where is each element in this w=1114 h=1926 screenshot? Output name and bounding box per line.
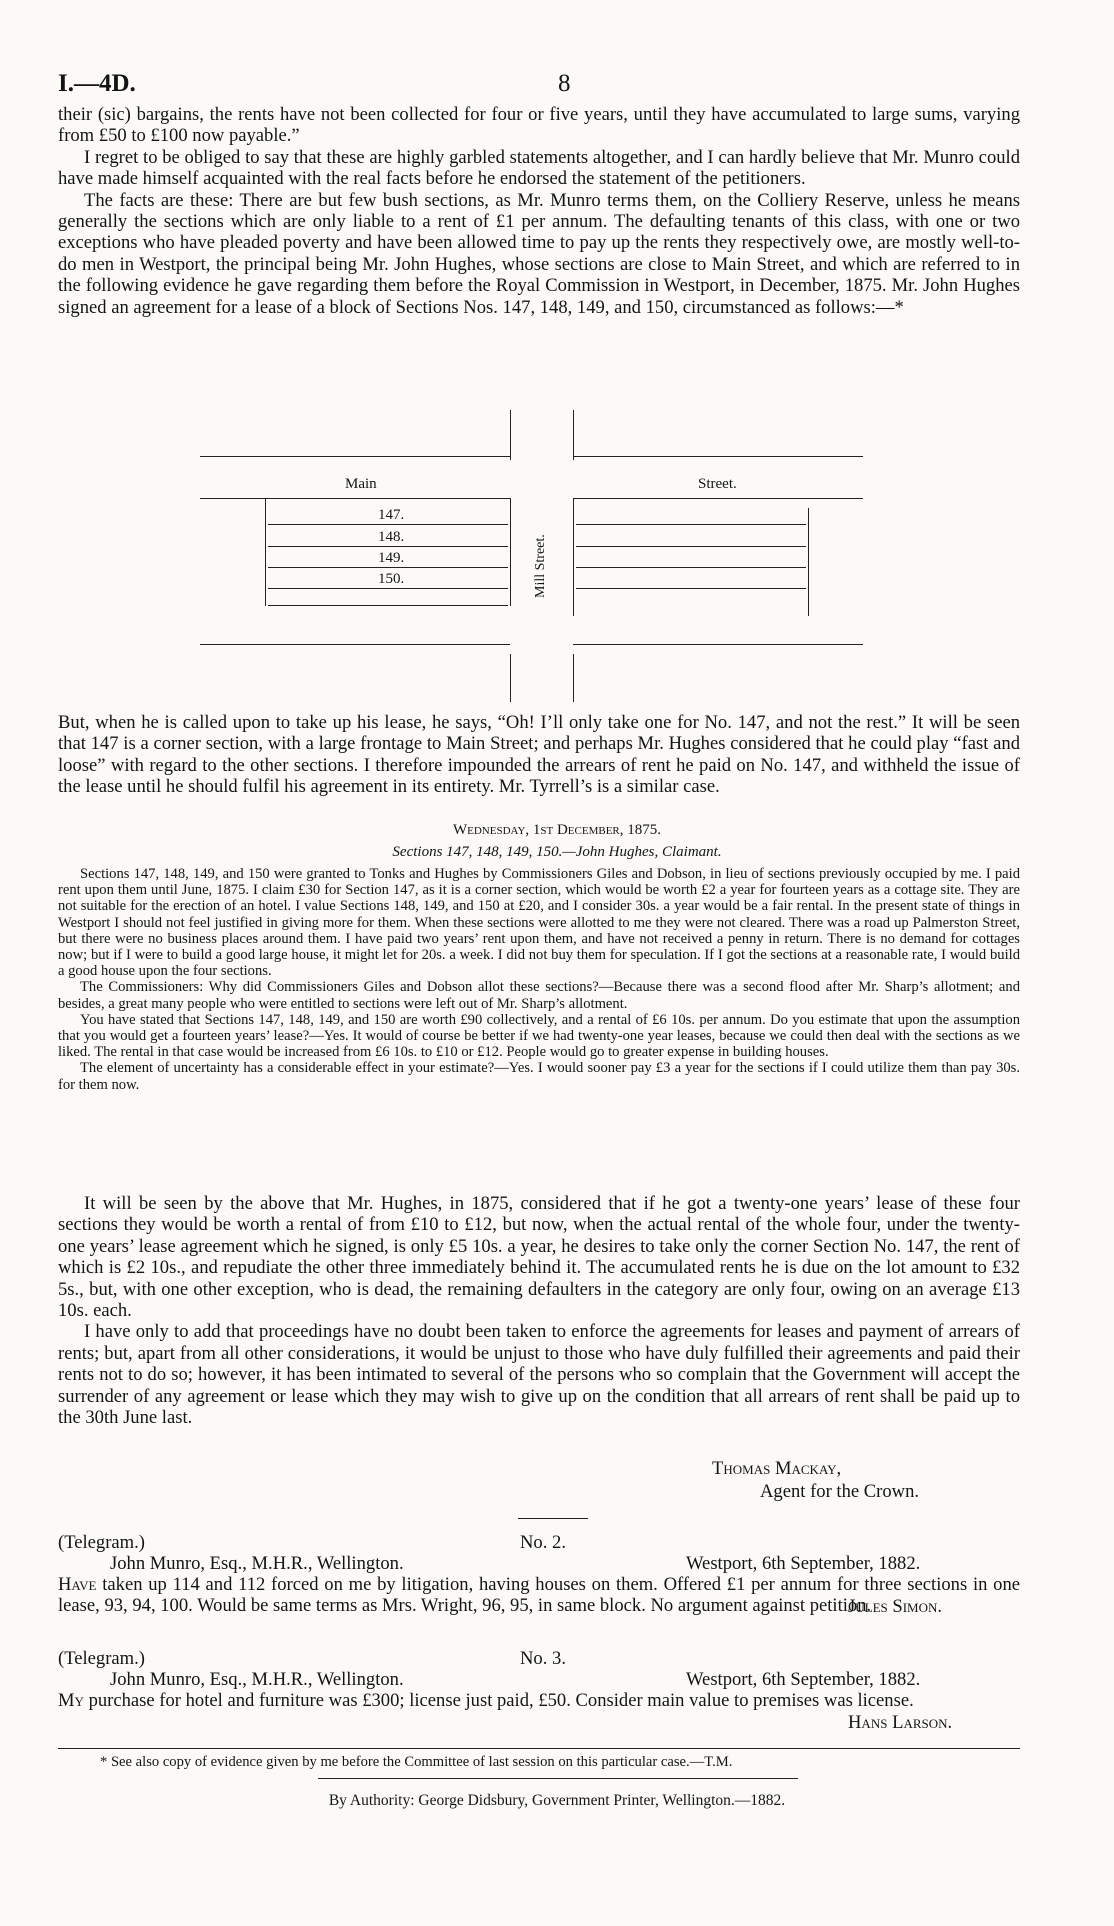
evidence-text xyxy=(58,866,1020,1093)
telegram-2 xyxy=(58,1532,1020,1617)
page-number: 8 xyxy=(558,70,571,97)
body-text-top xyxy=(58,104,1020,318)
telegram-recipient: John Munro, Esq., M.H.R., Wellington. xyxy=(110,1669,404,1690)
evidence-date: Wednesday, 1st December, 1875. xyxy=(452,822,662,838)
paragraph: I have only to add that proceedings have no doubt been taken to enforce the agreements for leases and payment of arrears of rents; but, apart from all other considerations, it would be unjust to those who have duly fulfilled their agreements and paid their rents not to do so; however, it has been intimated to several of the persons who so complain that the Government will accept the surrender of any agreement or lease which they may wish to give up on the condition that all arrears of rent shall be paid up to the 30th June last. xyxy=(58,1321,1020,1429)
telegram-recipient: John Munro, Esq., M.H.R., Wellington. xyxy=(110,1553,404,1574)
page-header xyxy=(58,70,1056,104)
paragraph: The element of uncertainty has a considerable effect in your estimate?—Yes. I would sooner pay £3 a year for the sections if I could utilize them than pay 30s. for them now. xyxy=(58,1060,1020,1093)
footnote: * See also copy of evidence given by me before the Committee of last session on this particular case.—T.M. xyxy=(100,1754,733,1770)
main-street-label-right: Street. xyxy=(698,476,737,492)
paragraph: I regret to be obliged to say that these are highly garbled statements altogether, and I can hardly believe that Mr. Munro could have made himself acquainted with the real facts before he endorsed the statement of the petitioners. xyxy=(58,146,1020,190)
paragraph: But, when he is called upon to take up his lease, he says, “Oh! I’ll only take one for No. 147, and not the rest.” It will be seen that 147 is a corner section, with a large frontage to Main Street; and perhaps Mr. Hughes considered that he could play “fast and loose” with regard to the other sections. I therefore impounded the arrears of rent he paid on No. 147, and withheld the issue of the lease until he should fulfil his agreement in its entirety. Mr. Tyrrell’s is a similar case. xyxy=(58,712,1020,798)
telegram-label: (Telegram.) xyxy=(58,1532,145,1553)
telegram-place-date: Westport, 6th September, 1882. xyxy=(686,1669,921,1690)
telegram-body: taken up 114 and 112 forced on me by litigation, having houses on them. Offered £1 per annum for three sections in one lease, 93, 94, 100. Would be same terms as Mrs. Wright, 96, 95, in same block. No argument against petition. xyxy=(58,1574,1020,1617)
telegram-body: purchase for hotel and furniture was £300; license just paid, £50. Consider main value to premises was license. xyxy=(88,1690,914,1711)
section-divider xyxy=(518,1518,588,1519)
body-text-middle xyxy=(58,712,1020,798)
section-147: 147. xyxy=(378,507,405,523)
telegram-label: (Telegram.) xyxy=(58,1648,145,1669)
body-text-bottom xyxy=(58,1193,1020,1428)
telegram-number: No. 2. xyxy=(520,1532,566,1553)
main-street-label-left: Main xyxy=(345,476,377,492)
footnote-rule xyxy=(58,1748,1020,1749)
telegram-lead-word: Have xyxy=(58,1574,97,1595)
paragraph: It will be seen by the above that Mr. Hughes, in 1875, considered that if he got a twenty-one years’ lease of these four sections they would be worth a rental of from £10 to £12, but now, when the actual rental of the whole four, under the twenty-one years’ lease agreement which he signed, is only £5 10s. a year, he desires to take only the corner Section No. 147, the rent of which is £2 10s., and repudiate the other three immediately behind it. The accumulated rents he is due on the lot amount to £32 5s., but, with one other exception, who is dead, the remaining defaulters in the category are only four, owing on an average £13 10s. each. xyxy=(58,1193,1020,1322)
paragraph: The facts are these: There are but few bush sections, as Mr. Munro terms them, on the Colliery Reserve, unless he means generally the sections which are only liable to a rent of £1 per annum. The defaulting tenants of this class, with one or two exceptions who have pleaded poverty and have been allowed time to pay up the rents they respectively owe, are mostly well-to-do men in Westport, the principal being Mr. John Hughes, whose sections are close to Main Street, and which are referred to in the following evidence he gave regarding them before the Royal Commission in Westport, in December, 1875. Mr. John Hughes signed an agreement for a lease of a block of Sections Nos. 147, 148, 149, and 150, circumstanced as follows:—* xyxy=(58,189,1020,318)
document-reference: I.—4D. xyxy=(58,70,136,97)
telegram-3 xyxy=(58,1648,1020,1733)
section-150: 150. xyxy=(378,571,405,587)
imprint: By Authority: George Didsbury, Government Printer, Wellington.—1882. xyxy=(328,1792,786,1809)
sections-diagram xyxy=(0,410,1114,710)
mill-street-label: Mill Street. xyxy=(533,534,548,598)
paragraph: their (sic) bargains, the rents have not been collected for four or five years, until they have accumulated to large sums, varying from £50 to £100 now payable.” xyxy=(58,104,1020,147)
telegram-lead-word: My xyxy=(58,1690,84,1711)
signature-title: Agent for the Crown. xyxy=(760,1481,920,1502)
section-149: 149. xyxy=(378,550,405,566)
paragraph: You have stated that Sections 147, 148, 149, and 150 are worth £90 collectively, and a rental of £6 10s. per annum. Do you estimate that upon the assumption that you would get a fourteen years’ lease?—Yes. It would of course be better if we had twenty-one year leases, because we could then deal with the sections as we liked. The rental in that case would be increased from £6 10s. to £10 or £12. People would go to greater expense in building houses. xyxy=(58,1011,1020,1061)
signature-name: Thomas Mackay, xyxy=(712,1458,842,1479)
imprint-rule xyxy=(318,1778,798,1779)
section-148: 148. xyxy=(378,529,405,545)
telegram-sender: Jules Simon. xyxy=(848,1596,943,1617)
telegram-sender: Hans Larson. xyxy=(848,1712,953,1733)
telegram-number: No. 3. xyxy=(520,1648,566,1669)
paragraph: Sections 147, 148, 149, and 150 were granted to Tonks and Hughes by Commissioners Giles and Dobson, in lieu of sections previously occupied by me. I paid rent upon them until June, 1875. I claim £30 for Section 147, as it is a corner section, which would be worth £2 a year for fourteen years as a cottage site. They are not suitable for the erection of an hotel. I value Sections 148, 149, and 150 at £20, and I consider 30s. a year would be a fair rental. In the present state of things in Westport I should not feel justified in giving more for them. When these sections were allotted to me they were not cleared. There was a road up Palmerston Street, but there were no business places around them. I have paid two years’ rent upon them, and have not received a penny in return. There is no demand for cottages now; but if I were to build a good large house, it might let for 20s. a week. I did not buy them for speculation. If I got the sections at a reasonable rate, I would build a good house upon the four sections. xyxy=(58,866,1020,980)
paragraph: The Commissioners: Why did Commissioners Giles and Dobson allot these sections?—Because there was a second flood after Mr. Sharp’s allotment; and besides, a great many people who were entitled to sections were left out of Mr. Sharp’s allotment. xyxy=(58,979,1020,1012)
evidence-subtitle: Sections 147, 148, 149, 150.—John Hughes, Claimant. xyxy=(392,844,722,860)
telegram-place-date: Westport, 6th September, 1882. xyxy=(686,1553,921,1574)
